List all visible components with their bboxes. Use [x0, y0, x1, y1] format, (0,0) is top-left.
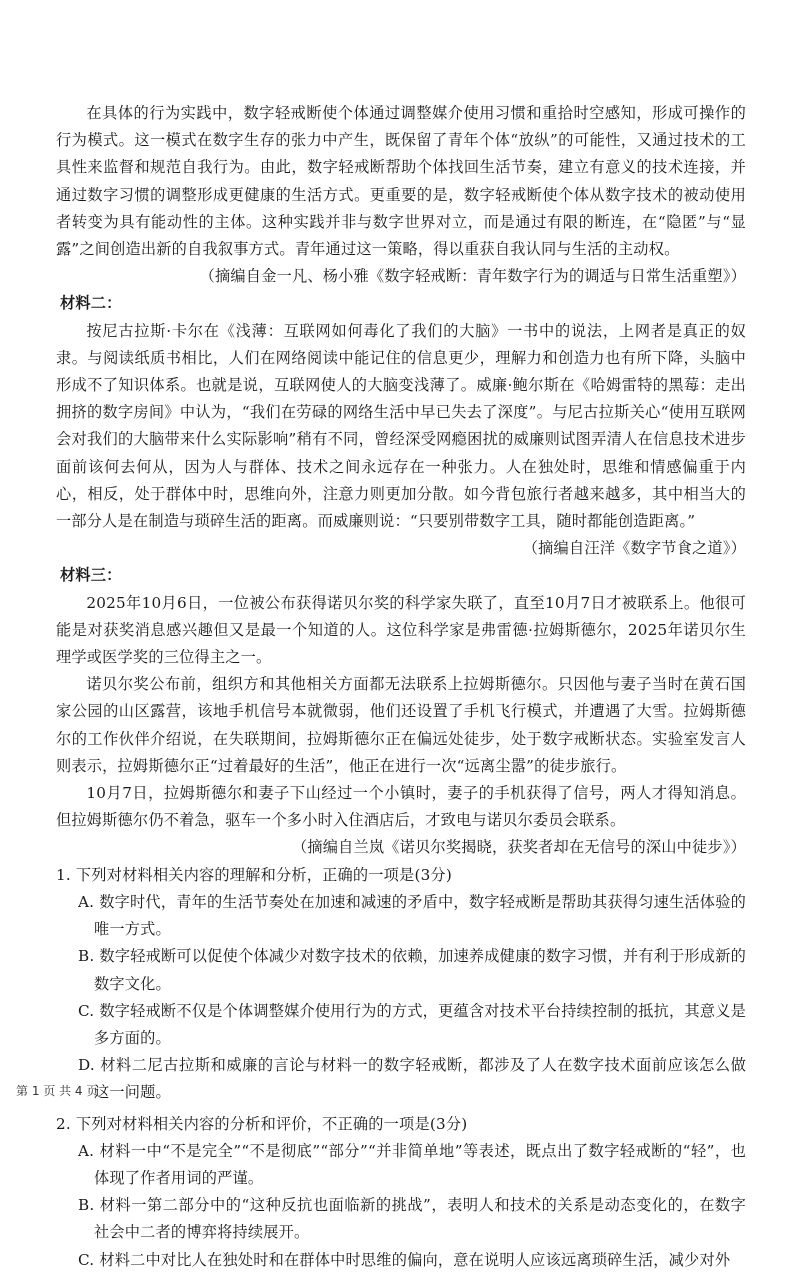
- question-2-option-b: B. 材料一第二部分中的“这种反抗也面临新的挑战”，表明人和技术的关系是动态变化的，在数字社会中二者的博弈将持续展开。: [78, 1196, 746, 1242]
- material1-source: （摘编自金一凡、杨小雅《数字轻戒断：青年数字行为的调适与日常生活重塑》）: [199, 267, 746, 286]
- material3-paragraph-3: 10月7日，拉姆斯德尔和妻子下山经过一个小镇时，妻子的手机获得了信号，两人才得知消息。但拉姆斯德尔仍不着急，驱车一个多小时入住酒店后，才致电与诺贝尔委员会联系。: [56, 784, 746, 830]
- material3-source: （摘编自兰岚《诺贝尔奖揭晓，获奖者却在无信号的深山中徒步》）: [291, 838, 746, 857]
- material2-paragraph: 按尼古拉斯·卡尔在《浅薄：互联网如何毒化了我们的大脑》一书中的说法，上网者是真正的奴隶。与阅读纸质书相比，人们在网络阅读中能记住的信息更少，理解力和创造力也有所下降，头脑中形成不了知识体系。也就是说，互联网使人的大脑变浅薄了。威廉·鲍尔斯在《哈姆雷特的黑莓：走出拥挤的数字房间》中认为，“我们在劳碌的网络生活中早已失去了深度”。与尼古拉斯关心“使用互联网会对我们的大脑带来什么实际影响”稍有不同，曾经深受网瘾困扰的威廉则试图弄清人在信息技术进步面前该何去何从，因为人与群体、技术之间永远存在一种张力。人在独处时，思维和情感偏重于内心，相反，处于群体中时，思维向外，注意力则更加分散。如今背包旅行者越来越多，其中相当大的一部分人是在制造与琐碎生活的距离。而威廉则说：“只要别带数字工具，随时都能创造距离。”: [56, 321, 746, 531]
- question-2: [56, 1111, 746, 1274]
- question-2-option-a: A. 材料一中“不是完全”“不是彻底”“部分”“并非简单地”等表述，既点出了数字轻戒断的“轻”，也体现了作者用词的严谨。: [78, 1141, 746, 1187]
- question-2-option-c: C. 材料二中对比人在独处时和在群体中时思维的偏向，意在说明人应该远离琐碎生活，减少对外: [78, 1250, 731, 1269]
- material3-paragraph-1: 2025年10月6日，一位被公布获得诺贝尔奖的科学家失联了，直至10月7日才被联系上。他很可能是对获奖消息感兴趣但又是最一个知道的人。这位科学家是弗雷德·拉姆斯德尔，2025年诺贝尔生理学或医学奖的三位得主之一。: [56, 593, 746, 667]
- material2-source: （摘编自汪洋《数字节食之道》）: [522, 539, 746, 558]
- question-1: [56, 862, 746, 1107]
- question-1-stem: 1. 下列对材料相关内容的理解和分析，正确的一项是(3分): [56, 865, 452, 884]
- question-1-option-c: C. 数字轻戒断不仅是个体调整媒介使用行为的方式，更蕴含对技术平台持续控制的抵抗，其意义是多方面的。: [78, 1001, 746, 1047]
- question-2-stem: 2. 下列对材料相关内容的分析和评价，不正确的一项是(3分): [56, 1114, 468, 1133]
- question-1-option-a: A. 数字时代，青年的生活节奏处在加速和减速的矛盾中，数字轻戒断是帮助其获得匀速生活体验的唯一方式。: [78, 892, 746, 939]
- question-1-option-d: D. 材料二尼古拉斯和威廉的言论与材料一的数字轻戒断，都涉及了人在数字技术面前应该怎么做这一问题。: [78, 1056, 746, 1102]
- page-content: [56, 100, 746, 1274]
- question-1-option-b: B. 数字轻戒断可以促使个体减少对数字技术的依赖，加速养成健康的数字习惯，并有利于形成新的数字文化。: [78, 947, 746, 993]
- material1-paragraph: 在具体的行为实践中，数字轻戒断使个体通过调整媒介使用习惯和重拾时空感知，形成可操作的行为模式。这一模式在数字生存的张力中产生，既保留了青年个体“放纵”的可能性，又通过技术的工具性来监督和规范自我行为。由此，数字轻戒断帮助个体找回生活节奏，建立有意义的技术连接，并通过数字习惯的调整形成更健康的生活方式。更重要的是，数字轻戒断使个体从数字技术的被动使用者转变为具有能动性的主体。这种实践并非与数字世界对立，而是通过有限的断连，在“隐匿”与“显露”之间创造出新的自我叙事方式。青年通过这一策略，得以重获自我认同与生活的主动权。: [56, 104, 746, 259]
- material2-heading: 材料二：: [60, 294, 122, 313]
- material3-heading: 材料三：: [60, 566, 122, 585]
- page-footer: 第 1 页 共 4 页: [16, 1084, 99, 1098]
- material3-paragraph-2: 诺贝尔奖公布前，组织方和其他相关方面都无法联系上拉姆斯德尔。只因他与妻子当时在黄石国家公园的山区露营，该地手机信号本就微弱，他们还设置了手机飞行模式，并遭遇了大雪。拉姆斯德尔的工作伙伴介绍说，在失联期间，拉姆斯德尔正在偏远处徒步，处于数字戒断状态。实验室发言人则表示，拉姆斯德尔正“过着最好的生活”，他正在进行一次“远离尘嚣”的徒步旅行。: [56, 675, 746, 775]
